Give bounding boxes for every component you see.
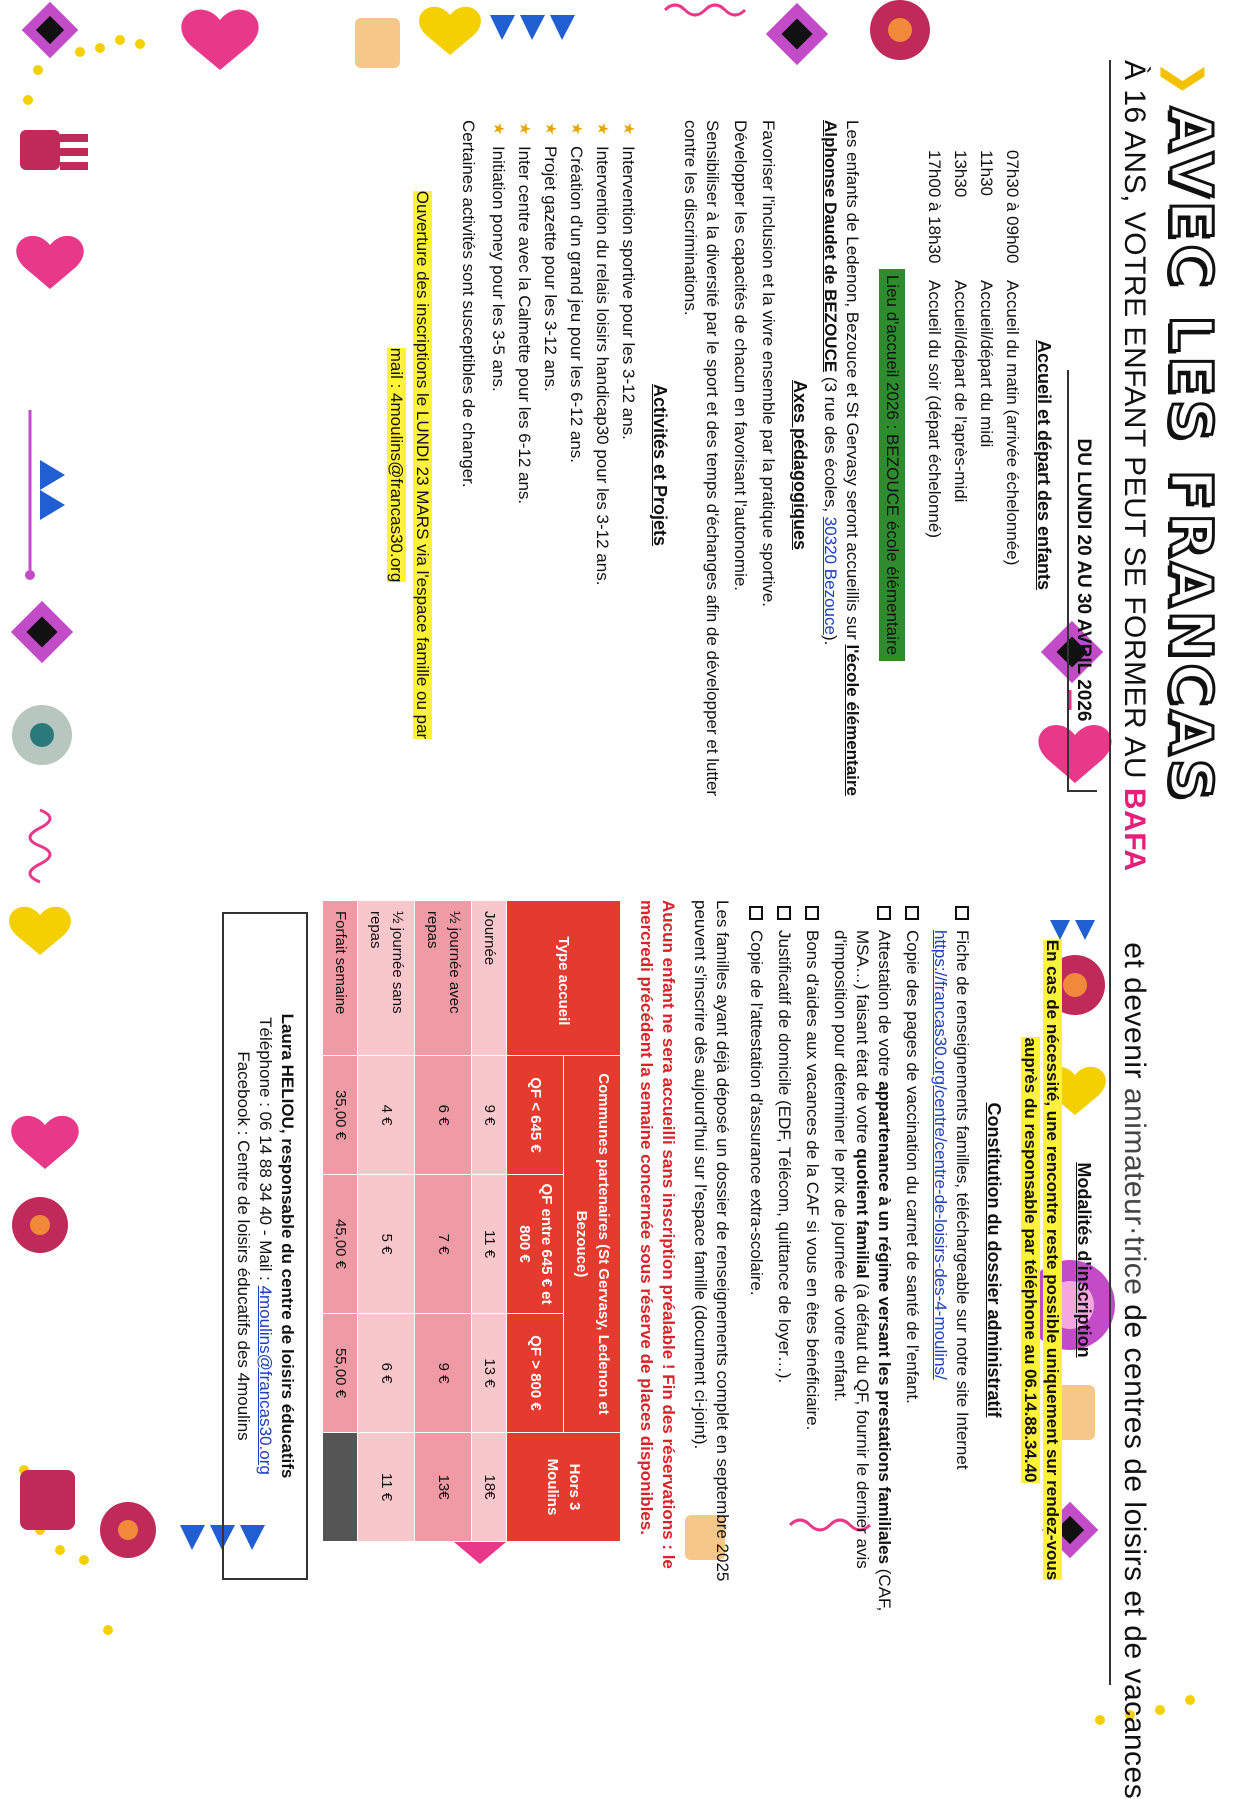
contact-phone: Téléphone : 06 14 88 34 40 - Mail : (256, 1017, 275, 1281)
table-row (415, 901, 472, 1542)
ouverture-line1: Ouverture des inscriptions le LUNDI 23 MARS via l'espace famille ou par (413, 190, 432, 740)
doc-item (929, 900, 973, 1620)
header-type: Type accueil (507, 901, 621, 1056)
activity-item: ★ Initiation poney pour les 3-5 ans. (487, 120, 509, 810)
contact-name: Laura HELIOU, responsable du centre de loisirs éducatifs (278, 1013, 297, 1479)
tarifs-table (322, 900, 621, 1542)
bafa-label: BAFA (1118, 787, 1151, 872)
cell-type: Journée (472, 901, 507, 1056)
lieu-badge: Lieu d'accueil 2026 : BEZOUCE école élémentaire (879, 269, 905, 661)
lieu-paragraph (819, 120, 863, 810)
schedule-label: Accueil/départ du midi (977, 280, 996, 448)
reservation-alert: Aucun enfant ne sera accueilli sans inscription préalable ! Fin des réservations : le mercredi précédent la semaine concernée sous réserve de places disponibles. (637, 900, 678, 1569)
activities-note: Certaines activités sont susceptibles de changer. (459, 120, 478, 488)
activities-list (487, 120, 639, 810)
schedule-time: 13h30 (951, 150, 970, 198)
activity-item: ★ Inter centre avec la Calmette pour les 6-12 ans. (513, 120, 535, 810)
lieu-text: Les enfants de Ledenon, Bezouce et St Gervasy seront accueillis sur (843, 120, 862, 640)
cell-hors: 13€ (415, 1433, 472, 1542)
doc-text: (à défaut du QF, fournir le dernier avis d'imposition pour déterminer le prix de journée de votre enfant. (831, 930, 872, 1569)
cell-qf2: 11 € (472, 1175, 507, 1314)
header-communes: Communes partenaires (St Gervasy, Ledenon et Bezouce) (564, 1056, 621, 1433)
cell-qf2: 7 € (415, 1175, 472, 1314)
warning-block (1019, 900, 1063, 1620)
tagline-mid: et devenir (1118, 942, 1151, 1080)
cell-qf1: 4 € (358, 1056, 415, 1175)
school-name: l'école élémentaire Alphonse Daudet de BEZOUCE (821, 120, 862, 796)
dossier-title: Constitution du dossier administratif (984, 1102, 1004, 1418)
activity-item: ★ Création d'un grand jeu pour les 6-12 ans. (565, 120, 587, 810)
francas-link[interactable]: https://francas30.org/centre/centre-de-loisirs-des-4-moulins/ (931, 930, 950, 1380)
warning-line2: auprès du responsable par téléphone au 06.14.88.34.40 (1021, 1037, 1040, 1483)
cell-type: ½ journée avec repas (415, 901, 472, 1056)
cell-type: Forfait semaine (323, 901, 358, 1056)
date-range: DU LUNDI 20 AU 30 AVRIL 2026 (1067, 370, 1097, 792)
table-row (472, 901, 507, 1542)
contact-box (222, 912, 308, 1580)
schedule-label: Accueil/départ de l'après-midi (951, 280, 970, 503)
doc-bold: appartenance à un régime versant les prestations familiales (875, 1081, 894, 1565)
schedule-label: Accueil du soir (départ échelonné) (925, 280, 944, 538)
cell-qf3: 9 € (415, 1314, 472, 1433)
tagline-end: de centres de loisirs et de vacances (1118, 1304, 1151, 1799)
schedule-time: 07h30 à 09h00 (1003, 150, 1022, 264)
documents-list (745, 900, 973, 1620)
header-tagline (1117, 60, 1151, 1799)
contact-mail-link[interactable]: 4moulins@francas30.org (256, 1285, 275, 1475)
doc-item (829, 900, 895, 1620)
lieu-address-end: ). (821, 634, 840, 646)
cell-qf1: 35,00 € (323, 1056, 358, 1175)
header-qf3: QF > 800 € (507, 1314, 564, 1433)
doc-bold: quotient familial (853, 1148, 872, 1279)
ouverture-block (383, 120, 435, 810)
header-qf1: QF < 645 € (507, 1056, 564, 1175)
ouverture-mail[interactable]: mail : 4moulins@francas30.org (387, 347, 406, 583)
accueil-title: Accueil et départ des enfants (1034, 339, 1054, 591)
cell-qf3: 55,00 € (323, 1314, 358, 1433)
cell-hors: 18€ (472, 1433, 507, 1542)
axes-item: Sensibiliser à la diversité par le sport et des temps d'échanges afin de développer et lutter contre les discriminations. (681, 120, 722, 797)
cell-hors: 11 € (358, 1433, 415, 1542)
cell-qf2: 5 € (358, 1175, 415, 1314)
doc-text: Fiche de renseignements familles, téléchargeable sur notre site Internet (953, 930, 972, 1470)
table-row (323, 901, 358, 1542)
activites-title: Activités et Projets (650, 383, 670, 547)
table-header-row (564, 901, 621, 1542)
axes-item: Développer les capacités de chacun en favorisant l'autonomie. (731, 120, 750, 592)
doc-item: Bons d'aides aux vacances de la CAF si vous en êtes bénéficiaire. (801, 900, 823, 1620)
contact-facebook: Facebook : Centre de loisirs éducatifs des 4moulins (234, 1051, 253, 1441)
chevron-logo-icon: ❯ (1160, 60, 1211, 101)
cell-hors (323, 1433, 358, 1542)
tagline-text: À 16 ANS, VOTRE ENFANT PEUT SE FORMER AU (1118, 60, 1151, 780)
cell-qf2: 45,00 € (323, 1175, 358, 1314)
brand-logo (1155, 60, 1225, 805)
schedule-label: Accueil du matin (arrivée échelonnée) (1003, 280, 1022, 566)
axes-item: Favoriser l'inclusion et la vivre ensemble par la pratique sportive. (759, 120, 778, 608)
doc-text: (CAF, MSA…) faisant état de votre (853, 930, 894, 1612)
tagline-animateur: animateur·trice (1118, 1087, 1151, 1296)
activity-item: ★ Projet gazette pour les 3-12 ans. (539, 120, 561, 810)
modalites-title: Modalités d'inscription (1074, 1162, 1094, 1358)
activity-item: ★ Intervention sportive pour les 3-12 ans. (617, 120, 639, 810)
header-hors: Hors 3 Moulins (507, 1433, 621, 1542)
doc-text: Attestation de votre (875, 930, 894, 1077)
familles-paragraph: Les familles ayant déjà déposé un dossier de renseignements complet en septembre 2025 peuvent s'inscrire dès aujourd'hui sur l'espace famille (document ci-joint). (691, 900, 732, 1582)
cell-qf1: 6 € (415, 1056, 472, 1175)
header-divider (1109, 60, 1111, 1685)
lieu-address-start: (3 rue des écoles, (821, 376, 840, 513)
cell-type: ½ journée sans repas (358, 901, 415, 1056)
activity-item: ★ Intervention du relais loisirs handicap30 pour les 3-12 ans. (591, 120, 613, 810)
brand-title: AVEC LES FRANCAS (1157, 106, 1225, 805)
address-link[interactable]: 30320 Bezouce (821, 516, 840, 635)
cell-qf3: 6 € (358, 1314, 415, 1433)
axes-title: Axes pédagogiques (790, 379, 810, 551)
header-qf2: QF entre 645 € et 800 € (507, 1175, 564, 1314)
doc-item: Justificatif de domicile (EDF, Télécom, quittance de loyer…). (773, 900, 795, 1620)
right-column (222, 900, 1101, 1620)
left-column (383, 120, 1101, 810)
schedule-time: 11h30 (977, 150, 996, 197)
schedule-list (923, 150, 1023, 810)
doc-item: Copie de l'attestation d'assurance extra-scolaire. (745, 900, 767, 1620)
schedule-time: 17h00 à 18h30 (925, 150, 944, 264)
table-row (358, 901, 415, 1542)
warning-line1: En cas de nécessité, une rencontre reste possible uniquement sur rendez-vous (1043, 939, 1062, 1581)
cell-qf3: 13 € (472, 1314, 507, 1433)
doc-item: Copie des pages de vaccination du carnet de santé de l'enfant. (901, 900, 923, 1620)
cell-qf1: 9 € (472, 1056, 507, 1175)
